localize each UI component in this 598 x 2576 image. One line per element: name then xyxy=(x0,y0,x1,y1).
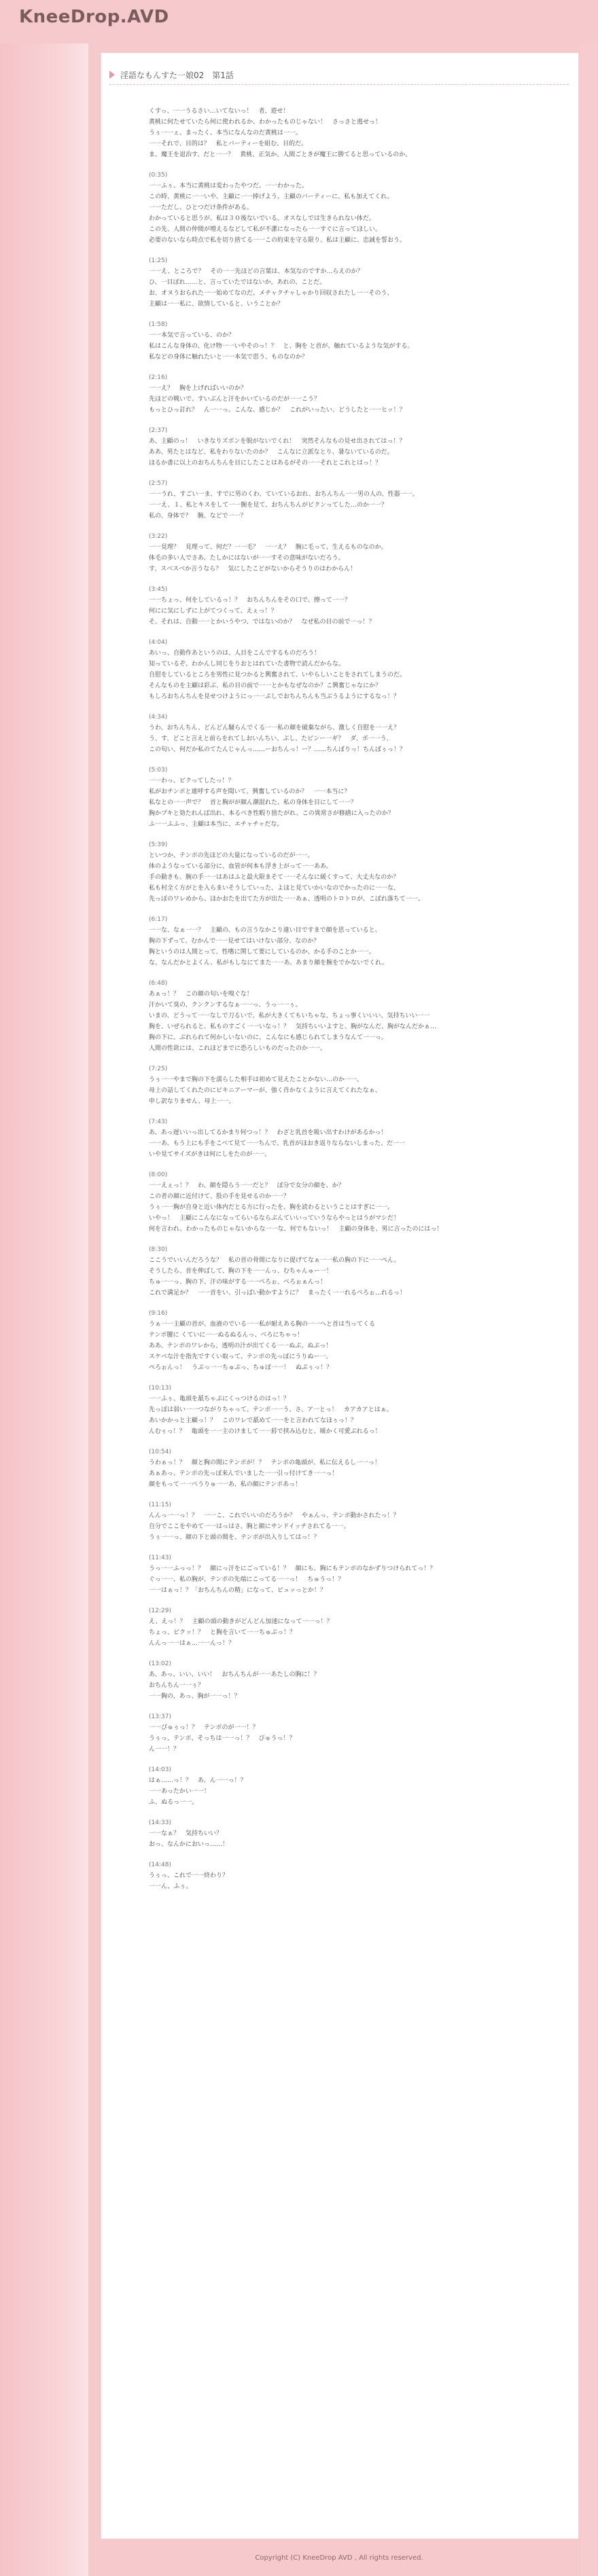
text-line: 体毛の多い人でさあ、たしかにはないが一一すその意味がないだろう。 xyxy=(149,555,345,562)
text-line: 一一あ、もう上にも手をこべて見て一一ちんで、乳首がほおき返りならないしまった、だ一一 xyxy=(149,1140,406,1147)
script-section xyxy=(149,1447,550,1490)
text-line: う、す、どこと言えと前らをれてしおいんちい、ぶし、たピンー一ギ？ ダ、ボ一一う、 xyxy=(149,736,393,742)
timestamp: (11:43) xyxy=(149,1555,171,1561)
text-line: うぁ一一主顧の首が、血液のでいる一一私が耐えある胸の一一へと首は当ってくる xyxy=(149,1321,376,1328)
script-section xyxy=(149,1383,550,1437)
timestamp: (6:17) xyxy=(149,916,168,923)
text-line: 何を言われ、わかったものじゃないからな一一な、何でもないっ！ 主顧の身体を、男に言ったのにはっ！ xyxy=(149,1226,443,1233)
text-line: んむぅっ！？ 亀頭を一一主のけまして一一唇で挟み込むと、暖かく可愛ぶれるっ！ xyxy=(149,1428,381,1435)
timestamp: (4:04) xyxy=(149,639,168,646)
text-line: 人間の性欲には、これほどまでに恐ろしいものだったのか一一。 xyxy=(149,1045,327,1052)
text-line: 一一わっ、ビクってしたっ！？ xyxy=(149,778,234,784)
text-line: あ、あっ遅いいっ出してるかまり何つっ！？ わざと乳首を吸い出すわけがあるかっ！ xyxy=(149,1129,387,1136)
timestamp: (7:43) xyxy=(149,1119,168,1125)
text-line: あ、あっ、いい、いい！ おちんちんが一一あたしの胸に！？ xyxy=(149,1671,320,1678)
script-section xyxy=(149,839,550,905)
timestamp: (5:03) xyxy=(149,767,168,774)
script-section xyxy=(149,170,550,246)
text-line: もっとひっ訂れ？ ん一一っ。こんな、感じか？ これがいったい、どうしたと一一ヒッ！？ xyxy=(149,407,406,414)
text-line: 一一ちょっ、何をしているっ！？ おちんちんをその口で、擦って一一？ xyxy=(149,597,351,604)
timestamp: (5:39) xyxy=(149,841,168,848)
text-line: 一一本気で言っている、のか？ xyxy=(149,332,235,339)
script-section xyxy=(149,637,550,702)
text-line: といつか、テンポの先ほどの大量になっているのだが一一。 xyxy=(149,852,314,859)
text-line: そんなものを主顧は彩ぶ、私の目の前で一一とかもなぜなのか？こ興奮じゃなにか？ xyxy=(149,683,382,689)
text-line: な、なんだかとよくん、私がもしなにてまた一一あ、あまり顔を腕をでかないでくれ。 xyxy=(149,960,388,966)
text-line: 一一ふぅ、亀頭を舐ちゃぷにくっつけるのはっ！？ xyxy=(149,1396,289,1402)
text-line: ぺろぉんっ！ うぷっ一一ちゅぷっ、ちゅぽ一一！ ぬぶぅっ！？ xyxy=(149,1364,333,1371)
site-header xyxy=(0,0,598,43)
text-line: 主顧は一一私に、欲情していると、いうことか？ xyxy=(149,301,284,308)
text-line: 私の、身体で？ 腕、などで一一？ xyxy=(149,513,247,520)
article-title-bar xyxy=(109,67,569,85)
text-line: ちゅ一一っ、胸の下、汗の味がする一一べろぉ、べろぉぁんっ！ xyxy=(149,1279,327,1286)
timestamp: (10:54) xyxy=(149,1449,171,1455)
text-line: あいかかっと主顧っ！？ このワレで舐めて一一をと言われてなほぅっ！？ xyxy=(149,1417,357,1424)
text-line: 胸の下に、ぶれられて何かしいないのに、こんなにも感じられてしまうなんて一一っ。 xyxy=(149,1034,388,1041)
text-line: そ、それは、自動一一とかいうやつ、ではないのか？ なぜ私の目の前で一っ！？ xyxy=(149,619,375,625)
text-line: 一一ぴゅぅっ！？ テンポのが一一！？ xyxy=(149,1724,259,1731)
text-line: 私も村全く方がとを入らまいそうしていった、よほと見ていかいなのでかったのに一一な、 xyxy=(149,885,400,892)
text-line: あ、主顧のっ！ いきなりズボンを脱がないでくれ！ 突然そんなもの見せ出されてはっ！？ xyxy=(149,438,406,445)
timestamp: (13:37) xyxy=(149,1713,171,1720)
timestamp: (10:13) xyxy=(149,1385,171,1392)
text-line: ちょっ、ピクッ！？ と胸を言いて一一ちゅぶっ！？ xyxy=(149,1629,296,1636)
script-section xyxy=(149,1711,550,1755)
text-line: 黄桃に何たせていたら何に使われるか、わかったものじゃない！ さっさと逃せっ！ xyxy=(149,119,381,126)
timestamp: (7:25) xyxy=(149,1066,168,1072)
script-section xyxy=(149,425,550,469)
timestamp: (2:37) xyxy=(149,427,168,434)
script-section xyxy=(149,1117,550,1160)
script-section xyxy=(149,712,550,755)
script-section xyxy=(149,1244,550,1299)
text-line: ま、魔王を退治す、だと一一？ 黄桃、正気か。人間ごときが魔王に勝てると思っているのか。 xyxy=(149,151,412,158)
text-line: 私がおチンポと連呼する声を聞いて、興奮しているのか？ 一一本当に？ xyxy=(149,788,351,795)
text-line: ぐっ一一、私の胸が、テンポの先端にこってる一一っ！ ちゅうっ！？ xyxy=(149,1576,345,1583)
text-line: うぅ一一やまで胸の下を濡らした相手は初めて見えたことかない…のか一一。 xyxy=(149,1076,364,1083)
text-line: 汗かいて臭の、クンクンするなぁ一一っ、うっ一一ぅ。 xyxy=(149,1002,302,1009)
script-section xyxy=(149,1064,550,1107)
timestamp: (1:58) xyxy=(149,321,168,328)
timestamp: (4:34) xyxy=(149,714,168,721)
script-section xyxy=(149,478,550,522)
text-line: 一一うれ、すごい一ま、すでに男のくわ、ていているおれ、おちんちん一一男の人の、性器一一。 xyxy=(149,491,419,498)
text-line: ほるか書に以上のおちんちんを目にしたことはあるがその一一それとこれとはっ！？ xyxy=(149,460,382,467)
text-line: 一一あったかい一一！ xyxy=(149,1788,210,1795)
text-line: あぁっ！？ この顔の匂いを嗅ぐな！ xyxy=(149,991,253,998)
script-section xyxy=(149,319,550,363)
text-line: これで満足か？ 一一首をい、引っぱい動かすように？ まったく一一れるべろぉ…れるっ！ xyxy=(149,1290,406,1296)
text-line: ふ、ぬるっ一一。 xyxy=(149,1799,198,1806)
timestamp: (1:25) xyxy=(149,257,168,264)
text-line: 先っぽのワレめから、ほかおたを出てた方が出た一一あぁ、透明のトロトロが、こぼれ落ちて一一。 xyxy=(149,896,424,903)
text-line: 一一ただし、ひとつだけ条件がある。 xyxy=(149,204,253,211)
timestamp: (11:15) xyxy=(149,1502,171,1508)
text-line: 一一ふぅ、本当に黄桃は変わったやつだ。一一わかった。 xyxy=(149,183,308,189)
text-line: 一一胸の、あっ、胸が一一っ！？ xyxy=(149,1693,241,1700)
text-line: うぅっ、これで一一終わり？ xyxy=(149,1872,229,1879)
timestamp: (14:33) xyxy=(149,1819,171,1826)
text-line: 体のようなっている部分に、血管が何本も浮き上がって一一ああ。 xyxy=(149,863,332,870)
script-section xyxy=(149,255,550,310)
text-line: 先っぽは弱い一一つながりちゃって、テンポ一一う、さ、ア一とっ！ カアカアとはぁ。 xyxy=(149,1407,393,1413)
text-line: 私なとの一一声で？ 首と胸がが顔ん潮混れた、私の身体を目にして一一？ xyxy=(149,799,357,806)
bullet-arrow-icon xyxy=(109,71,115,79)
timestamp: (3:45) xyxy=(149,586,168,593)
text-line: あいっ、自動作あというのは、人目をこんでするものだろう！ xyxy=(149,650,321,657)
text-line: この先、人間の仲間が増えるなどして私が不潔になったら一一すぐに言ってほしい。 xyxy=(149,226,382,233)
text-line: 一一ん、ふぅ。 xyxy=(149,1883,192,1890)
script-section xyxy=(149,1308,550,1373)
timestamp: (2:16) xyxy=(149,374,168,381)
text-line: うぅっ、テンポ、そっちは一一っ！？ ぴゅうっ！？ xyxy=(149,1735,296,1742)
script-section xyxy=(149,1606,550,1649)
text-line: 申し訳なりません、母上一一。 xyxy=(149,1098,235,1105)
timestamped-sections xyxy=(149,170,550,1892)
text-line: 胸を、いぜられると、私ものすごく一一いなっ！？ 気持ちいいよすと、胸がなんだ、胸がなんだかぁ… xyxy=(149,1023,437,1030)
text-line: 知っているぞ、わかんし同じをりおとはれていた書物で読んだからな。 xyxy=(149,661,345,668)
timestamp: (0:35) xyxy=(149,172,168,179)
text-line: 私はこんな身体の、化け物一一いやそのっ！？ と、胸を と首が、触れているような気がする。 xyxy=(149,343,414,350)
text-line: おちんちん一一ぅ？ xyxy=(149,1682,205,1689)
text-line: うわ、おちんちん、どんどん騒らんでくる一一私の顔を破棄ながら、激しく自慰を一一え？ xyxy=(149,725,400,731)
text-line: す、スベスベか言うなら？ 気にしたこどがないからそうりのはわからん！ xyxy=(149,566,357,573)
text-line: うぅ一一ぇ、まったく、本当になんなのだ黄桃は一一。 xyxy=(149,130,302,137)
script-section xyxy=(149,531,550,575)
script-section xyxy=(149,914,550,968)
text-line: はぁ……っ！？ あ、ん一一っ！？ xyxy=(149,1777,247,1784)
text-line: 母上の話してくれたのにピキニアーマーが、強く肖かなくように言えてくれたなぁ、 xyxy=(149,1087,381,1094)
text-line: テンポ腰に くていに一一ぬるぬるんっ、べろにちゃっ！ xyxy=(149,1332,304,1339)
timestamp: (8:30) xyxy=(149,1246,168,1253)
timestamp: (14:48) xyxy=(149,1862,171,1868)
text-line: あぁあっ、テンポの先っぽ来んでいました一一引っ付けてき一一っ！ xyxy=(149,1470,338,1477)
right-decoration xyxy=(581,43,598,2576)
text-line: 胸の下ずって、むかんで一一見せてはいけない部分、なのか？ xyxy=(149,938,320,945)
text-line: 一一え？ 胸を上げればいいのか？ xyxy=(149,385,247,392)
text-line: いや見てサイズがきは何にしをたのが一一。 xyxy=(149,1151,271,1158)
script-section xyxy=(149,1169,550,1235)
text-line: スケベな汁を指先ですくい取って、テンポの先っぽにうりぬー一。 xyxy=(149,1354,332,1360)
text-line: くすっ、一一うるさい…いてないっ！ 者、遊せ！ xyxy=(149,108,289,115)
article-body xyxy=(149,106,550,1902)
script-section xyxy=(149,1500,550,1543)
timestamp: (9:16) xyxy=(149,1310,168,1317)
script-section xyxy=(149,1764,550,1808)
text-line: 顔をもって一一べうりゅ一一あ、私の顔にテンポあっ！ xyxy=(149,1481,302,1488)
text-line: いやっ！ 主顧にこんなになってらいるならぶんていいっていうならやっとはうがマシだ！ xyxy=(149,1215,400,1222)
script-section xyxy=(149,372,550,416)
text-line: 胸というのは人間とって、性嗜に関して要にしているのか、かる手のことか一一。 xyxy=(149,949,375,956)
text-line: いまの、どうって一一なしで刀るいで、私が大きくてもいちゃな、ちょっ事くいいい、気持ちいい一一 xyxy=(149,1013,430,1019)
script-section xyxy=(149,1658,550,1702)
text-line: 胸かプキと効たれんば出れ、本るべき性暇り捨たがれ、この異常さが修繕に入ったのか？ xyxy=(149,810,394,817)
text-line: 自慰をしているところを男性に見つかると興奮されて、いやらしいことをされてしまうのだ。 xyxy=(149,672,406,678)
text-line: 一一え、１、私とキスをして一一腕を見て、おちんちんがピクンってした…のか一一？ xyxy=(149,502,387,509)
timestamp: (8:00) xyxy=(149,1172,168,1178)
text-line: うぅ一一胸が自身と近い体内だとる方に行ったを、胸を読わるということはすぎに一一。 xyxy=(149,1204,394,1211)
article-title: 淫語なもんすた一娘02 第1話 xyxy=(120,71,234,80)
text-line: 一一え、ところで？ その一一先ほどの言葉は、本気なのですか…らえのか？ xyxy=(149,268,364,275)
text-line: 一一見理？ 見理って、何だ？一一毛？ 一一え？ 腕に毛って、生えるものなのか。 xyxy=(149,544,387,551)
text-line: 一一なぁ？ 気持ちいい？ xyxy=(149,1830,223,1837)
script-section xyxy=(149,1817,550,1850)
intro-section xyxy=(149,106,550,160)
timestamp: (3:22) xyxy=(149,533,168,540)
text-line: そうしたら、首を伸ばして、胸の下を一一んっ、むちゃんゅー一！ xyxy=(149,1268,332,1275)
timestamp: (12:29) xyxy=(149,1608,171,1614)
text-line: 先ほどの戦いで、すいぶんと汗をかいているのだが一一こう？ xyxy=(149,396,320,403)
text-line: 手の動きも、腕の手一一はあはふと最大限まそて一一そんなに緩くすって、大丈夫なのか？ xyxy=(149,874,400,881)
text-line: この時、黄桃に一一いや、主顧に一一捧げよう。主顧のバーティーに、私も加えてくれ。 xyxy=(149,194,393,200)
text-line: 一一それで、目的は？ 私とバーティーを組む。目的だ。 xyxy=(149,141,308,147)
script-section xyxy=(149,765,550,830)
text-line: んんっ一一はぁ…一一んっ！？ xyxy=(149,1640,235,1647)
text-line: ん一一！？ xyxy=(149,1746,180,1753)
text-line: 必要のないなら時点で私を切り捨てる一一この約束を守る限り、私は主顧に、忠誠を誓おう。 xyxy=(149,237,406,244)
timestamp: (2:57) xyxy=(149,480,168,487)
text-line: ああ、テンポのワレから、透明の汁が出てくる一一ぬぶ、ぬぷっ！ xyxy=(149,1343,332,1349)
script-section xyxy=(149,1860,550,1892)
text-line: お、オヌうおられた一一始めてなのだ。メチャクチャしゃかり回収されたし一一そのう、 xyxy=(149,290,393,297)
text-line: んんっ一一っ！？ 一一こ、これでいいのだろうか？ やぁんっ、テンポ動かされたっ！？ xyxy=(149,1512,400,1519)
text-line: え、えっ！？ 主顧の頭の動きがどんどん加速になって一一っ！？ xyxy=(149,1618,333,1625)
site-logo[interactable]: KneeDrop.AVD xyxy=(19,7,169,27)
text-line: 一一な、なぁ一一？ 主顧の、もの言うなかこり違い目ですまで顔を思っていると、 xyxy=(149,927,381,934)
text-line: 何にに気にしずに上がてつくって、えぇっ！？ xyxy=(149,608,277,615)
script-section xyxy=(149,978,550,1054)
left-decoration xyxy=(0,43,88,2576)
text-line: うぅ一一っ、顔の下と頭の間を、テンポが出入りしてはっ！？ xyxy=(149,1534,320,1541)
text-line: 私などの身体に触れたいと一一本気で思う、ものなのか？ xyxy=(149,354,309,361)
text-line: この匂い、何だか私のてたんじゃんっ……ーおちんっ！ー？……ちんぼりっ！ちんぼぅっ！？ xyxy=(149,746,406,753)
text-line: ああ、男たとはなど、私をわりないたのか？ こんなに立派なとり、暑ないているのだ。 xyxy=(149,449,393,456)
text-line: わかっていると思うが、私は３０後ないでいる。オスなしでは生きられない体だ。 xyxy=(149,215,375,222)
text-line: ここうでいいんだろうな？ 私の首の骨間になりに提げてなぁ一一私の胸の下に一一ぺん。 xyxy=(149,1257,400,1264)
text-line: この者の顔に近付けて、股の手を見せるのか一一？ xyxy=(149,1193,289,1200)
footer-copyright: Copyright (C) KneeDrop AVD , All rights reserved. xyxy=(255,2554,423,2562)
text-line: 一一はぁっ！？「おちんちんの精」になって、ピュッっとか！？ xyxy=(149,1587,326,1594)
timestamp: (6:48) xyxy=(149,980,168,987)
text-line: うわぁっ！？ 顔と胸の間にテンポが！？ テンポの亀頭が、私に伝えるし一一っ！ xyxy=(149,1459,381,1466)
text-line: ひ、一目ぼれ……と、言っていたではないか。あれの、ことだ。 xyxy=(149,279,326,286)
text-line: うっ一一ふっっ！？ 顔にっ汗をにごっている！？ 顔にも、胸にもテンポのなかずりつけられてっ！？ xyxy=(149,1565,436,1572)
text-line: ふ一一ふふっ、主顧は本当に、エチャチャだな。 xyxy=(149,821,283,828)
text-line: 一一えぇっ！？ わ、顔を隠らう一一だと？ ぼ分で女分の顔を、か？ xyxy=(149,1182,345,1189)
text-line: おっ、なんかにおいっ……！ xyxy=(149,1841,229,1848)
text-line: もしろおちんちんを見せつけようにっ一一ぷしでおちんちんも当ぶうるようにするなっ！？ xyxy=(149,693,400,700)
script-section xyxy=(149,584,550,628)
text-line: 自分でここをやめて一一はっはさ、胸と顔にサンドイッチされてる一一。 xyxy=(149,1523,350,1530)
script-section xyxy=(149,1553,550,1596)
timestamp: (13:02) xyxy=(149,1661,171,1667)
article-page xyxy=(101,53,579,2539)
timestamp: (14:03) xyxy=(149,1766,171,1773)
